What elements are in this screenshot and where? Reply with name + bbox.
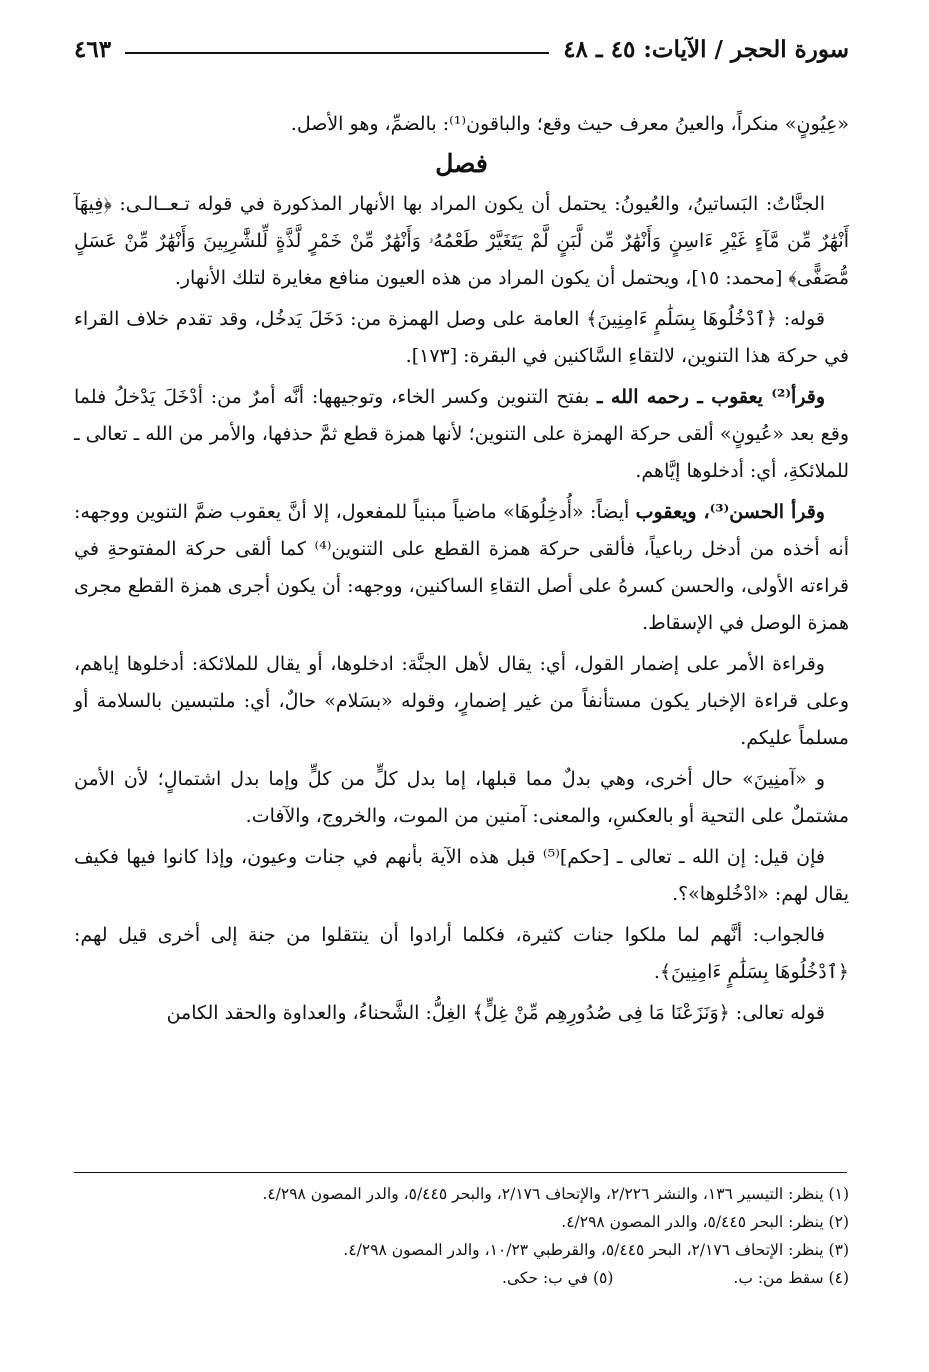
- bold-phrase: وقرأ⁽²⁾ يعقوب ـ رحمه الله ـ: [597, 386, 825, 408]
- running-title: سورة الحجر / الآيات: ٤٥ ـ ٤٨: [563, 35, 849, 63]
- paragraph-continuation: «عِيُونٍ» منكراً، والعينُ معرف حيث وقع؛ والباقون⁽¹⁾: بالضمِّ، وهو الأصل.: [290, 113, 849, 135]
- paragraph: فإن قيل: إن الله ـ تعالى ـ [حكم]⁽⁵⁾ قبل هذه الآية بأنهم في جنات وعيون، وإذا كانوا فيها فكيف يقال لهم: «ادْخُلوها»؟.: [74, 846, 849, 905]
- paragraph: قوله تعالى: ﴿وَنَزَعْنَا مَا فِى صُدُورِهِم مِّنْ غِلٍّ﴾ الغِلُّ: الشَّحناءُ، والعداوة والحقد الكامن: [166, 1002, 825, 1024]
- section-heading: فصل: [435, 149, 488, 178]
- footnote: (٥) في ب: حكى.: [502, 1269, 614, 1287]
- footnote: (٣) ينظر: الإتحاف ٢/١٧٦، البحر ٥/٤٤٥، والقرطبي ١٠/٢٣، والدر المصون ٤/٢٩٨.: [343, 1241, 849, 1259]
- header-rule: [125, 52, 549, 54]
- footnote-separator: [74, 1172, 847, 1173]
- paragraph: الجنَّاتُ: البَساتينُ، والعُيونُ: يحتمل أن يكون المراد بها الأنهار المذكورة في قوله تـعــالـى: ﴿فِيهَآ أَنْهَٰرٌ مِّن مَّآءٍ غَيْرِ ءَاسِنٍ وَأَنْهَٰرٌ مِّن لَّبَنٍ لَّمْ يَتَغَيَّرْ طَعْمُهُۥ وَأَنْهَٰرٌ مِّنْ خَمْرٍ لَّذَّةٍ لِّلشَّٰرِبِينَ وَأَنْهَٰرٌ مِّنْ عَسَلٍ مُّصَفًّى﴾ [محمد: ١٥]، ويحتمل أن يكون المراد من هذه العيون منافع مغايرة لتلك الأنهار.: [74, 193, 849, 289]
- paragraph: وقراءة الأمر على إضمار القول، أي: يقال لأهل الجنَّة: ادخلوها، أو يقال للملائكة: أدخلوها إياهم، وعلى قراءة الإخبار يكون مستأنفاً من غير إضمارٍ، وقوله «بسَلام» حالٌ، أي: ملتبسين بالسلامة أو مسلماً عليكم.: [74, 653, 849, 749]
- main-text: [74, 106, 849, 1036]
- page-header: [74, 32, 849, 66]
- paragraph: [74, 379, 849, 490]
- paragraph: [74, 494, 849, 642]
- bold-phrase: وقرأ الحسن⁽³⁾، ويعقوب: [635, 501, 825, 523]
- paragraph-text: أيضاً: «أُدخِلُوهَا» ماضياً مبنياً للمفعول، إلا أنَّ يعقوب ضمَّ التنوين ووجهه: أنه أخذه من أدخل رباعياً، فألقى حركة همزة القطع على التنوين⁽⁴⁾ كما ألقى حركة المفتوحةِ في قراءته الأولى، والحسن كسرهُ على أصل التقاءِ الساكنين، ووجهه: أن يكون أجرى همزة القطع مجرى همزة الوصل في الإسقاط.: [74, 501, 849, 634]
- page-number: ٤٦٣: [74, 35, 112, 63]
- paragraph: قوله: ﴿ٱدْخُلُوهَا بِسَلَٰمٍ ءَامِنِينَ﴾ العامة على وصل الهمزة من: دَخَلَ يَدخُل، وقد تقدم خلاف القراء في حركة هذا التنوين، لالتقاءِ السَّاكنين في البقرة: [١٧٣].: [74, 308, 849, 367]
- paragraph-text: بفتح التنوين وكسر الخاء، وتوجيهها: أنَّه أمرٌ من: أدْخَلَ يَدْخلُ فلما وقع بعد «عُيونٍ» ألقى حركة الهمزة على التنوين؛ لأنها همزة قطع ثمَّ حذفها، والأمر من الله ـ تعالى ـ للملائكةِ، أي: أدخلوها إيَّاهم.: [74, 386, 849, 482]
- footnotes: [74, 1180, 849, 1292]
- footnote: (١) ينظر: التيسير ١٣٦، والنشر ٢/٢٢٦، والإتحاف ٢/١٧٦، والبحر ٥/٤٤٥، والدر المصون ٤/٢٩٨.: [262, 1185, 849, 1203]
- footnote-row: [74, 1264, 849, 1292]
- footnote: (٤) سقط من: ب.: [733, 1269, 849, 1287]
- paragraph: فالجواب: أنَّهم لما ملكوا جنات كثيرة، فكلما أرادوا أن ينتقلوا من جنة إلى أخرى قيل لهم: ﴿ٱدْخُلُوهَا بِسَلَٰمٍ ءَامِنِينَ﴾.: [74, 924, 849, 983]
- footnote: (٢) ينظر: البحر ٥/٤٤٥، والدر المصون ٤/٢٩٨.: [561, 1213, 849, 1231]
- paragraph: و «آمنِينَ» حال أخرى، وهي بدلٌ مما قبلها، إما بدل كلٍّ من كلٍّ وإما بدل اشتمالٍ؛ لأن الأمن مشتملٌ على التحية أو بالعكسِ، والمعنى: آمنين من الموت، والخروج، والآفات.: [74, 768, 849, 827]
